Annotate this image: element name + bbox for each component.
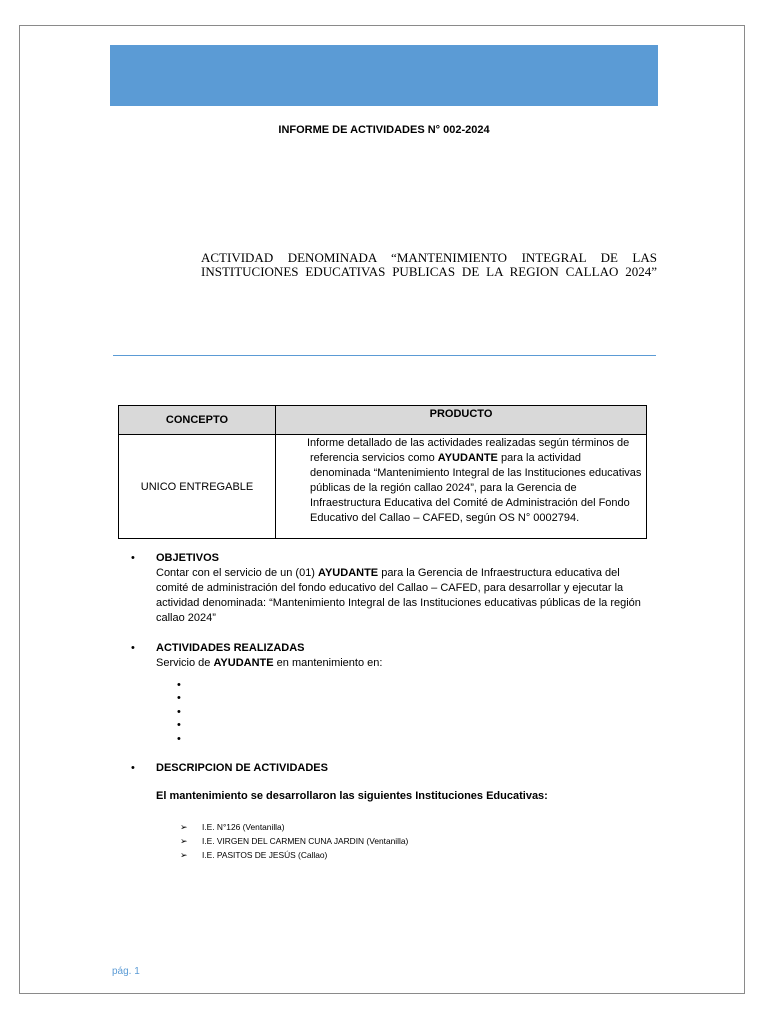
- objetivos-text-bold: AYUDANTE: [318, 567, 379, 579]
- table-header-concepto: CONCEPTO: [119, 406, 276, 435]
- producto-text-part1: Informe detallado de las actividades realizadas según términos de referencia servicios como: [307, 437, 630, 464]
- ie-item-label: I.E. N°126 (Ventanilla): [202, 822, 285, 832]
- producto-text-bold: AYUDANTE: [437, 452, 498, 464]
- objetivos-text-part2: para la Gerencia de Infraestructura educativa del comité de administración del fondo educativo del Callao – CAFED, para desarrollar y ejecutar la actividad denominada: “Mantenimiento Integral de las Instituciones educativas públicas de la región callao 2024”: [156, 567, 641, 624]
- concept-table: [118, 405, 647, 539]
- empty-bullet-icon: •: [177, 679, 181, 691]
- section-body: [156, 656, 651, 671]
- list-item: [180, 848, 408, 862]
- producto-text-part2: para la actividad denominada “Mantenimiento Integral de las Instituciones educativas públicas de la región callao 2024”, para la Gerencia de Infraestructura Educativa del Comité de Administración del Fondo Educativo del Callao – CAFED, según OS N° 0002794.: [310, 452, 642, 524]
- activity-name: ACTIVIDAD DENOMINADA “MANTENIMIENTO INTEGRAL DE LAS INSTITUCIONES EDUCATIVAS PUBLICAS DE LA REGION CALLAO 2024”: [201, 250, 657, 279]
- section-descripcion: [131, 761, 651, 776]
- empty-bullet-icon: •: [177, 732, 181, 745]
- arrow-bullet-icon: ➢: [180, 836, 188, 846]
- actividades-text-part1: Servicio de: [156, 657, 214, 669]
- table-header-row: [119, 406, 647, 435]
- objetivos-text-part1: Contar con el servicio de un (01): [156, 567, 319, 579]
- header-band: [110, 45, 658, 106]
- list-item: [180, 820, 408, 834]
- arrow-bullet-icon: ➢: [180, 850, 188, 860]
- ie-list: [180, 820, 408, 862]
- table-cell-concepto: UNICO ENTREGABLE: [119, 435, 276, 539]
- section-body: [156, 566, 651, 626]
- actividades-text-bold: AYUDANTE: [213, 657, 274, 669]
- empty-bullet-list: [177, 679, 181, 746]
- bullet-icon: •: [131, 552, 135, 564]
- ie-item-label: I.E. VIRGEN DEL CARMEN CUNA JARDIN (Ventanilla): [202, 836, 409, 846]
- section-objetivos: [131, 551, 651, 626]
- bullet-icon: •: [131, 642, 135, 654]
- producto-text: [307, 436, 642, 526]
- page-number: pág. 1: [112, 966, 140, 977]
- arrow-bullet-icon: ➢: [180, 822, 188, 832]
- section-title: OBJETIVOS: [156, 552, 219, 564]
- table-row: [119, 435, 647, 539]
- ie-item-label: I.E. PASITOS DE JESÚS (Callao): [202, 850, 328, 860]
- divider-line: [113, 355, 656, 356]
- empty-bullet-icon: •: [177, 692, 181, 705]
- bullet-icon: •: [131, 762, 135, 774]
- table-cell-producto: [276, 435, 647, 539]
- descripcion-subtitle: El mantenimiento se desarrollaron las siguientes Instituciones Educativas:: [156, 790, 548, 802]
- section-actividades: [131, 641, 651, 671]
- empty-bullet-icon: •: [177, 705, 181, 718]
- section-title: ACTIVIDADES REALIZADAS: [156, 642, 305, 654]
- actividades-text-part2: en mantenimiento en:: [273, 657, 383, 669]
- table-header-producto: PRODUCTO: [276, 406, 647, 435]
- list-item: [180, 834, 408, 848]
- empty-bullet-icon: •: [177, 719, 181, 732]
- section-title: DESCRIPCION DE ACTIVIDADES: [156, 762, 328, 774]
- report-title: INFORME DE ACTIVIDADES N° 002-2024: [278, 124, 490, 136]
